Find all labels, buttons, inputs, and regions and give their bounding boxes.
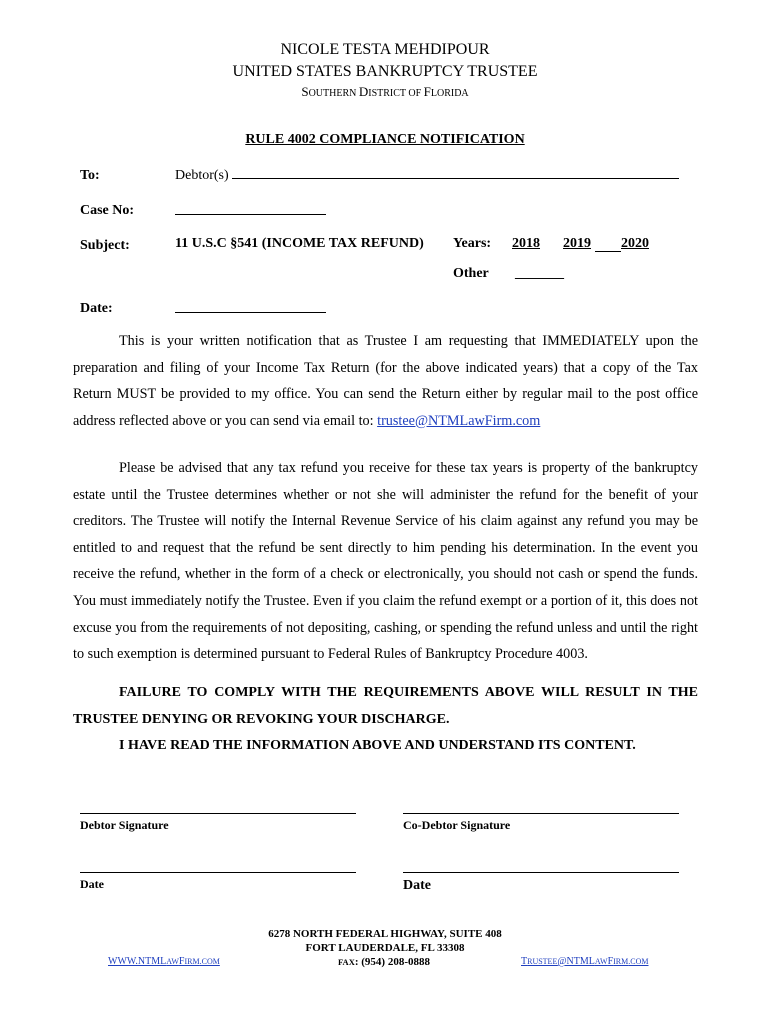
year-2018: 2018 — [512, 236, 540, 251]
trustee-title: UNITED STATES BANKRUPTCY TRUSTEE — [232, 63, 538, 80]
subject-label: Subject: — [80, 238, 130, 253]
footer-address-line2: FORT LAUDERDALE, FL 33308 — [305, 942, 465, 954]
other-label: Other — [453, 266, 489, 281]
date-left-label: Date — [80, 877, 104, 891]
debtor-field — [175, 168, 679, 184]
warning-text: FAILURE TO COMPLY WITH THE REQUIREMENTS ABOVE WILL RESULT IN THE TRUSTEE DENYING OR REVOKING YOUR DISCHARGE. — [73, 685, 698, 727]
case-no-blank — [175, 214, 326, 215]
fax-number: : (954) 208-0888 — [354, 956, 430, 968]
other-blank: _______ — [515, 266, 564, 281]
to-label: To: — [80, 168, 100, 183]
website-link[interactable]: WWW.NTMLAWFIRM.COM — [108, 956, 220, 967]
refund-paragraph: Please be advised that any tax refund you receive for these tax years is property of the bankruptcy estate until the Trustee determines whether or not she will administer the refund for the benefit of your creditors. The Trustee will notify the Internal Revenue Service of his claim against any refund you may be entitled to and request that the refund be sent directly to him pending his determination. In the event you receive the refund, whether in the form of a check or electronically, you should not cash or spend the funds. You must immediately notify the Trustee. Even if you claim the refund exempt or a portion of it, this does not excuse you from the requirements of not depositing, cashing, or spending the refund unless and until the right to such exemption is determined pursuant to Federal Rules of Bankruptcy Procedure 4003. — [73, 460, 698, 663]
debtor-blank — [232, 178, 679, 179]
year-2020: 2020 — [621, 236, 649, 251]
notification-text: This is your written notification that as Trustee I am requesting that IMMEDIATELY upon the preparation and filing of your Income Tax Return (for the above indicated years) that a copy of the Tax Return MUST be provided to my office. You can send the Return either by regular mail to the post office address reflected above or you can send via email to: — [73, 333, 698, 429]
codebtor-signature-label: Co-Debtor Signature — [403, 818, 511, 832]
district: SOUTHERN DISTRICT OF FLORIDA — [301, 84, 469, 99]
case-no-label: Case No: — [80, 203, 135, 218]
notification-paragraph — [73, 328, 698, 434]
debtor-label: Debtor(s) — [175, 168, 229, 183]
acknowledgement-text: I HAVE READ THE INFORMATION ABOVE AND UNDERSTAND ITS CONTENT. — [119, 738, 636, 753]
date-blank — [175, 312, 326, 313]
years-label: Years: — [453, 236, 492, 251]
footer-address-line1: 6278 NORTH FEDERAL HIGHWAY, SUITE 408 — [268, 928, 502, 940]
footer-email-link[interactable]: TRUSTEE@NTMLAWFIRM.COM — [521, 956, 649, 967]
debtor-signature-label: Debtor Signature — [80, 818, 169, 832]
date-left-line — [80, 872, 356, 873]
date-label: Date: — [80, 301, 113, 316]
fax-label: FAX — [338, 957, 355, 967]
footer-fax — [338, 956, 430, 968]
document-title: RULE 4002 COMPLIANCE NOTIFICATION — [245, 132, 525, 147]
year-gap-line — [595, 251, 621, 252]
trustee-email-link[interactable]: trustee@NTMLawFirm.com — [377, 412, 541, 429]
codebtor-signature-line — [403, 813, 679, 814]
date-right-line — [403, 872, 679, 873]
trustee-name: NICOLE TESTA MEHDIPOUR — [280, 41, 490, 58]
debtor-signature-line — [80, 813, 356, 814]
year-2019: 2019 — [563, 236, 591, 251]
date-right-label: Date — [403, 878, 431, 893]
subject-value: 11 U.S.C §541 (INCOME TAX REFUND) — [175, 236, 424, 251]
